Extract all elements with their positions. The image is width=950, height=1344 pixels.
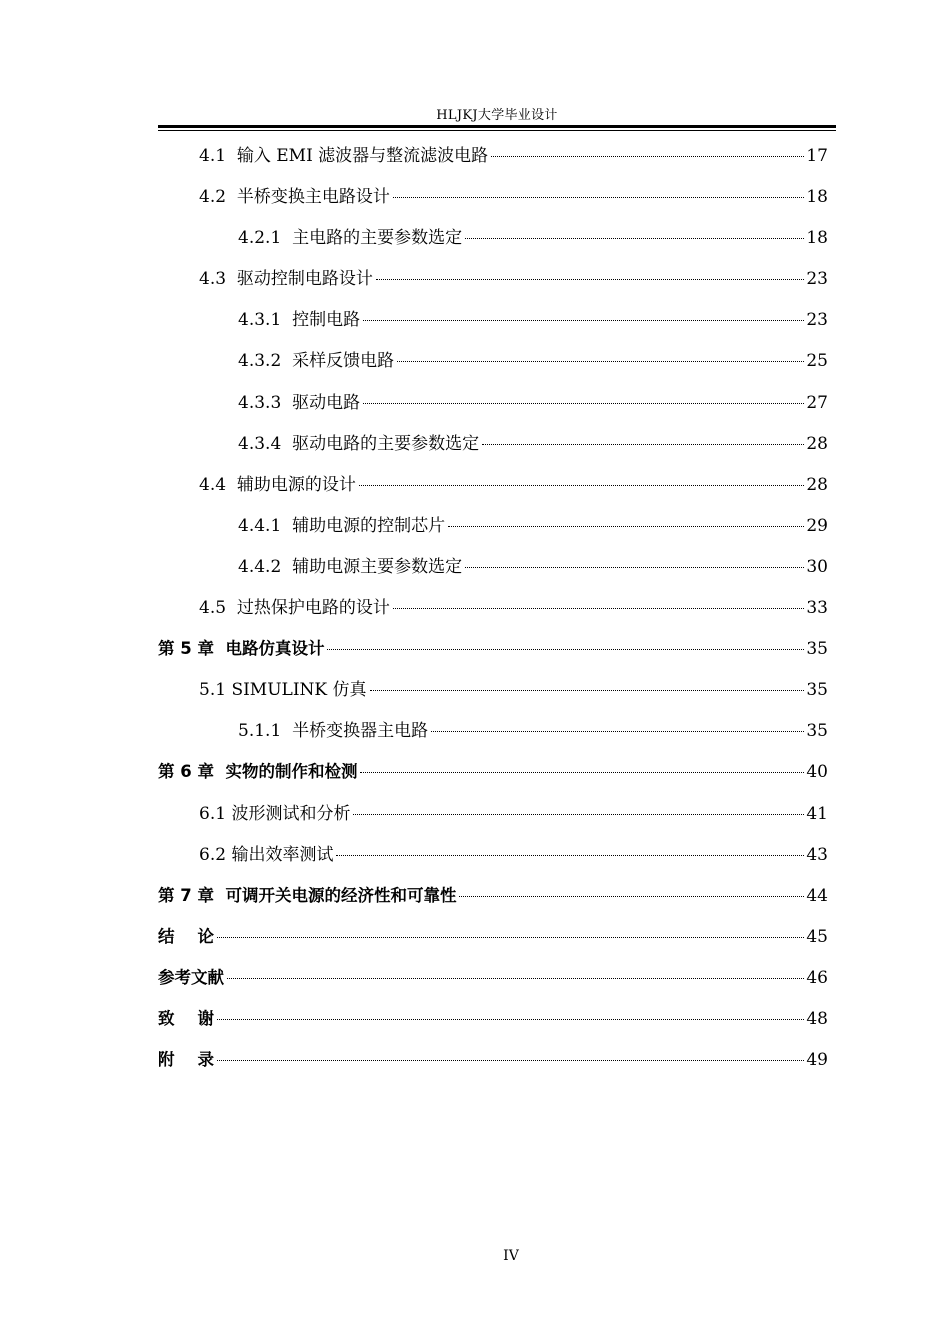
toc-entry-title: 4.4 辅助电源的设计 [199,474,356,495]
toc-dot-leader [431,731,804,732]
toc-entry-page: 33 [806,598,828,619]
toc-entry-title: 4.1 输入 EMI 滤波器与整流滤波电路 [199,146,489,166]
toc-entry[interactable] [158,433,828,474]
toc-entry[interactable] [158,1008,828,1049]
toc-entry[interactable] [158,145,828,186]
toc-entry-page: 18 [806,187,828,208]
toc-entry[interactable] [158,186,828,227]
toc-entry[interactable] [158,761,828,802]
toc-entry-page: 35 [806,680,828,701]
toc-entry-title: 参考文献 [158,967,224,987]
toc-entry-title: 4.3.3 驱动电路 [238,392,361,413]
toc-entry-title: 4.4.2 辅助电源主要参数选定 [238,556,463,577]
toc-entry-title: 4.3.2 采样反馈电路 [238,351,395,372]
toc-entry-page: 46 [806,967,828,988]
toc-dot-leader [227,978,804,979]
toc-dot-leader [327,649,804,650]
toc-entry[interactable] [158,515,828,556]
toc-dot-leader [459,896,804,897]
page-number: IV [503,1248,519,1264]
toc-entry[interactable] [158,309,828,350]
toc-dot-leader [376,279,804,280]
toc-entry[interactable] [158,803,828,844]
toc-entry[interactable] [158,227,828,268]
toc-dot-leader [217,937,804,938]
toc-dot-leader [393,197,804,198]
toc-entry[interactable] [158,474,828,515]
toc-entry[interactable] [158,844,828,885]
toc-entry[interactable] [158,638,828,679]
toc-entry-title: 致 谢 [158,1008,214,1028]
toc-entry-page: 41 [806,803,828,824]
toc-entry-title: 5.1.1 半桥变换器主电路 [238,721,429,742]
toc-dot-leader [363,320,804,321]
toc-entry[interactable] [158,679,828,720]
toc-dot-leader [465,567,804,568]
toc-entry[interactable] [158,885,828,926]
toc-dot-leader [360,772,804,773]
toc-entry[interactable] [158,268,828,309]
toc-entry-title: 4.4.1 辅助电源的控制芯片 [238,515,446,536]
toc-entry-page: 27 [806,392,828,413]
toc-entry-page: 43 [806,844,828,865]
page-header: HLJKJ大学毕业设计 [436,108,558,123]
toc-entry-page: 17 [806,146,828,166]
toc-entry-title: 4.5 过热保护电路的设计 [199,598,390,619]
table-of-contents [158,145,828,1090]
toc-entry[interactable] [158,720,828,761]
toc-entry-page: 49 [806,1050,828,1071]
toc-entry-title: 4.3.4 驱动电路的主要参数选定 [238,433,480,454]
toc-entry-page: 48 [806,1008,828,1029]
toc-entry-page: 35 [806,721,828,742]
toc-entry[interactable] [158,350,828,391]
toc-entry[interactable] [158,1049,828,1090]
toc-entry-page: 40 [806,762,828,783]
toc-entry[interactable] [158,556,828,597]
toc-entry-title: 第 5 章 电路仿真设计 [158,639,325,659]
toc-entry[interactable] [158,967,828,1008]
toc-dot-leader [482,444,804,445]
toc-entry-title: 4.3.1 控制电路 [238,310,361,331]
toc-entry-title: 结 论 [158,926,214,946]
toc-dot-leader [465,238,804,239]
toc-entry[interactable] [158,926,828,967]
toc-entry-title: 附 录 [158,1050,214,1070]
toc-entry-title: 4.3 驱动控制电路设计 [199,269,373,290]
toc-dot-leader [353,814,804,815]
toc-entry-title: 4.2.1 主电路的主要参数选定 [238,228,463,249]
toc-entry-page: 35 [806,639,828,660]
toc-entry-page: 30 [806,556,828,577]
toc-dot-leader [363,403,804,404]
toc-entry-page: 28 [806,474,828,495]
toc-entry-page: 18 [806,228,828,249]
header-rule-thin [158,130,836,131]
toc-entry-title: 6.1 波形测试和分析 [199,803,351,824]
header-rule-thick [158,125,836,128]
toc-entry-page: 29 [806,515,828,536]
toc-entry-title: 第 7 章 可调开关电源的经济性和可靠性 [158,885,457,905]
toc-entry[interactable] [158,597,828,638]
toc-entry-page: 28 [806,433,828,454]
toc-entry-title: 第 6 章 实物的制作和检测 [158,762,358,782]
toc-entry-page: 45 [806,926,828,947]
toc-dot-leader [359,485,804,486]
toc-dot-leader [397,361,804,362]
toc-entry[interactable] [158,392,828,433]
toc-entry-title: 5.1 SIMULINK 仿真 [199,680,367,701]
toc-dot-leader [393,608,804,609]
toc-dot-leader [336,855,804,856]
toc-entry-page: 23 [806,269,828,290]
toc-entry-page: 44 [806,885,828,906]
toc-entry-title: 6.2 输出效率测试 [199,844,334,865]
toc-dot-leader [217,1060,804,1061]
toc-dot-leader [448,526,804,527]
toc-entry-title: 4.2 半桥变换主电路设计 [199,187,390,208]
toc-dot-leader [491,156,804,157]
toc-entry-page: 25 [806,351,828,372]
toc-dot-leader [370,690,804,691]
toc-dot-leader [217,1019,804,1020]
toc-entry-page: 23 [806,310,828,331]
